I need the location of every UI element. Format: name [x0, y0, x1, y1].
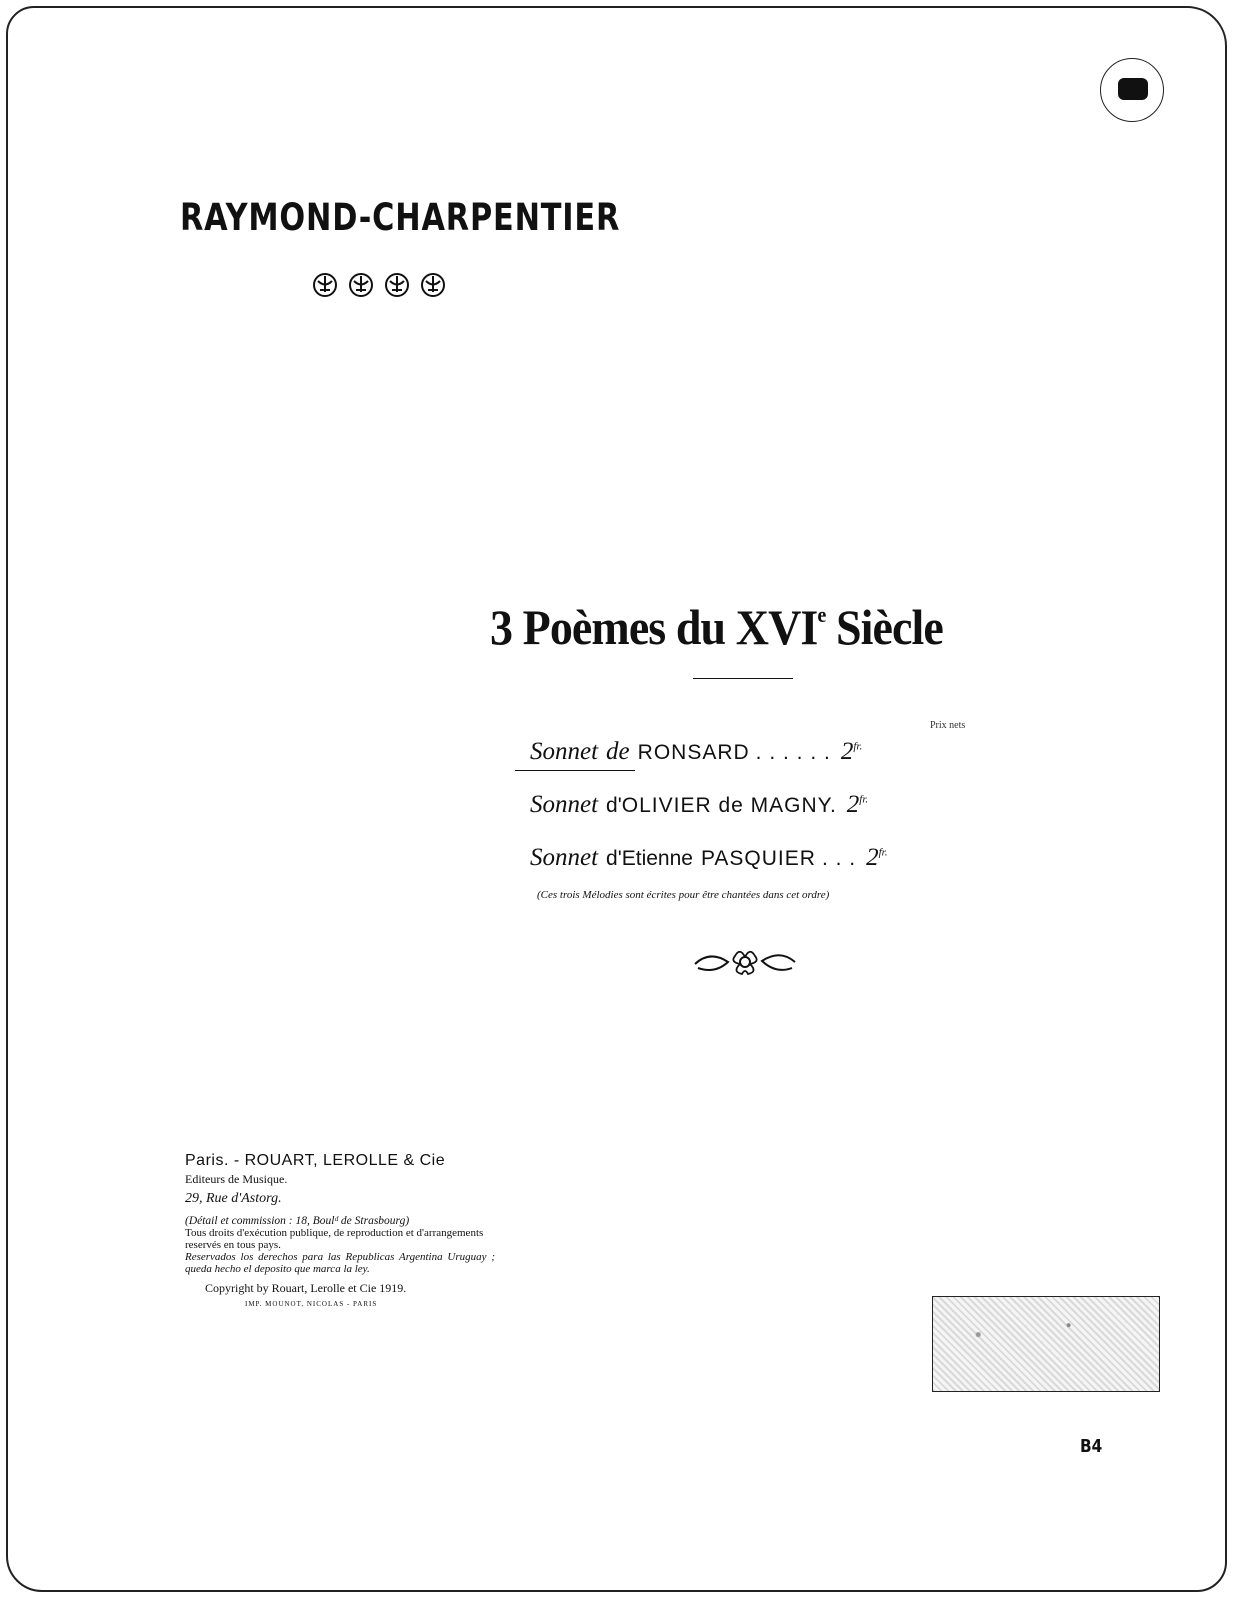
- price-value: 2: [866, 844, 879, 871]
- publisher-block: [185, 1152, 495, 1308]
- library-stamp: [932, 1296, 1160, 1392]
- catalog-code: B4: [1079, 1436, 1103, 1457]
- flower-ornament-icon: [384, 272, 410, 298]
- title-suffix: Siècle: [825, 599, 943, 655]
- work-joiner: de: [606, 738, 630, 765]
- work-poet: OLIVIER de MAGNY.: [621, 794, 837, 817]
- work-label: Sonnet: [530, 791, 599, 818]
- ornament-row: [312, 272, 446, 298]
- price-unit: fr.: [853, 740, 863, 753]
- work-poet: RONSARD: [637, 741, 750, 764]
- publisher-address: 29, Rue d'Astorg.: [185, 1191, 282, 1206]
- works-list: [530, 738, 960, 897]
- performance-note: (Ces trois Mélodies sont écrites pour être chantées dans cet ordre): [537, 889, 830, 901]
- title-superscript: e: [817, 602, 826, 627]
- work-title: [490, 598, 943, 656]
- work-item-magny: [530, 791, 960, 844]
- work-label: Sonnet: [530, 844, 599, 871]
- printer-credit: IMP. MOUNOT, NICOLAS - PARIS: [245, 1300, 378, 1308]
- publisher-role: Editeurs de Musique.: [185, 1172, 288, 1186]
- price-heading: Prix nets: [930, 720, 966, 731]
- work-dots: . . . . . .: [755, 741, 831, 764]
- work-dots: . . .: [821, 847, 857, 870]
- rights-french: Tous droits d'exécution publique, de reproduction et d'arrangements reservés en tous pays.: [185, 1227, 484, 1251]
- title-rule: [693, 678, 793, 679]
- floral-vignette-icon: [690, 944, 800, 980]
- price-value: 2: [840, 738, 854, 765]
- work-price: [866, 844, 887, 872]
- work-joiner: d': [606, 794, 622, 817]
- price-unit: fr.: [878, 846, 888, 859]
- title-main: 3 Poèmes du XVI: [490, 599, 818, 655]
- composer-name: RAYMOND-CHARPENTIER: [180, 196, 621, 239]
- work-joiner: d'Etienne: [606, 847, 693, 870]
- price-unit: fr.: [859, 793, 869, 806]
- punch-hole-mark: [1118, 78, 1148, 100]
- work-poet: PASQUIER: [700, 847, 816, 870]
- publisher-name: Paris. - ROUART, LEROLLE & Cie: [185, 1152, 446, 1169]
- flower-ornament-icon: [348, 272, 374, 298]
- copyright-notice: Copyright by Rouart, Lerolle et Cie 1919.: [205, 1281, 407, 1295]
- rights-spanish: Reservados los derechos para las Republicas Argentina Uruguay ; queda hecho el deposito que marca la ley.: [185, 1251, 495, 1275]
- work-item-ronsard: [530, 738, 960, 791]
- flower-ornament-icon: [312, 272, 338, 298]
- publisher-detail: (Détail et commission : 18, Boulᵈ de Strasbourg): [185, 1215, 410, 1227]
- work-label: Sonnet: [530, 738, 599, 765]
- flower-ornament-icon: [420, 272, 446, 298]
- work-price: [847, 791, 868, 819]
- price-value: 2: [846, 791, 860, 818]
- work-price: [841, 738, 862, 766]
